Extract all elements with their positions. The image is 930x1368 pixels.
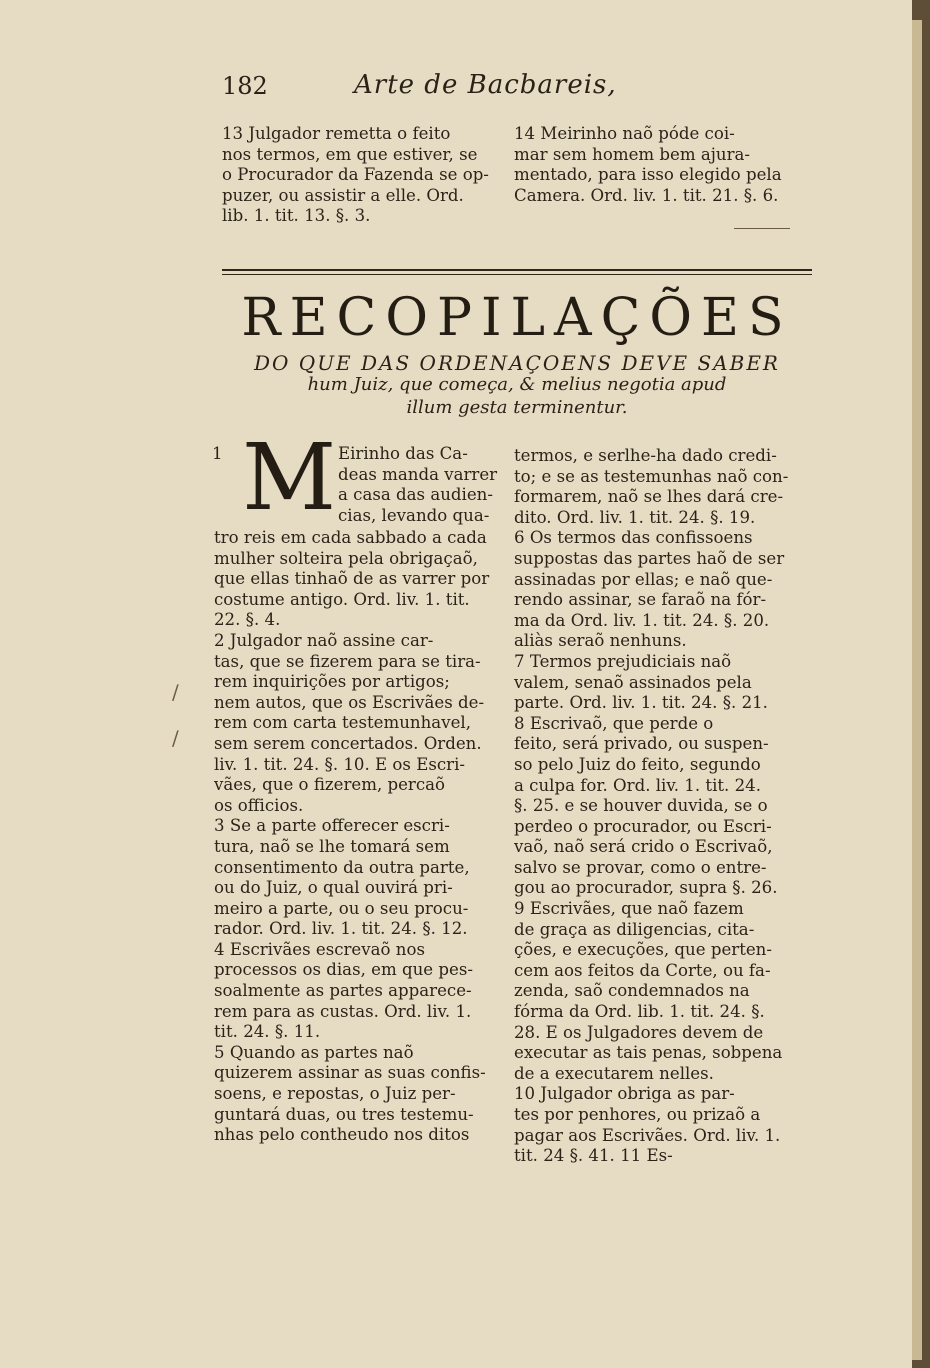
text-line: soalmente as partes apparece- <box>214 981 472 1001</box>
text-line: rem para as custas. Ord. liv. 1. <box>214 1001 472 1021</box>
text-line: mulher solteira pela obrigaçaõ, <box>214 548 478 568</box>
paragraph-number: 1 <box>212 444 223 463</box>
text-line: a casa das audien- <box>338 485 493 505</box>
text-line: 9 Escrivães, que naõ fazem <box>514 899 744 919</box>
text-line: tit. 24. §. 11. <box>214 1022 321 1042</box>
text-line: lib. 1. tit. 13. §. 3. <box>222 206 371 226</box>
page-edge <box>912 0 930 1368</box>
text-line: mar sem homem bem ajura- <box>514 144 751 164</box>
text-line: 14 Meirinho naõ póde coi- <box>514 124 735 143</box>
text-line: os officios. <box>214 795 304 815</box>
section-rule <box>222 269 812 271</box>
text-line: termos, e serlhe-ha dado credi- <box>514 446 777 465</box>
text-line: tas, que se fizerem para se tira- <box>214 651 481 671</box>
text-line: tes por penhores, ou prizaõ a <box>514 1105 761 1124</box>
text-line: 7 Termos prejudiciais naõ <box>514 651 732 671</box>
text-line: 6 Os termos das confissoens <box>514 528 753 548</box>
section-subtitle-line3: illum gesta terminentur. <box>406 397 628 418</box>
text-line: executar as tais penas, sobpena <box>514 1043 783 1063</box>
short-rule <box>734 228 790 229</box>
text-line: tro reis em cada sabbado a cada <box>214 528 487 547</box>
drop-cap: M <box>242 424 337 531</box>
text-line: rendo assinar, se faraõ na fór- <box>514 590 767 610</box>
text-line: consentimento da outra parte, <box>214 857 470 877</box>
text-line: mentado, para isso elegido pela <box>514 165 782 185</box>
text-line: fórma da Ord. lib. 1. tit. 24. §. <box>514 1002 765 1022</box>
text-line: pagar aos Escrivães. Ord. liv. 1. <box>514 1125 781 1145</box>
section-subtitle: DO QUE DAS ORDENAÇOENS DEVE SABER <box>254 351 780 375</box>
text-line: feito, será privado, ou suspen- <box>514 734 769 754</box>
text-line: 13 Julgador remetta o feito <box>222 124 451 143</box>
text-line: 28. E os Julgadores devem de <box>514 1022 764 1042</box>
text-line: processos os dias, em que pes- <box>214 960 473 980</box>
text-line: aliàs seraõ nenhuns. <box>514 631 687 651</box>
text-line: 22. §. 4. <box>214 610 281 630</box>
margin-mark: ∕ <box>172 726 179 750</box>
text-line: liv. 1. tit. 24. §. 10. E os Escri- <box>214 754 465 774</box>
text-line: guntará duas, ou tres testemu- <box>214 1104 474 1124</box>
running-title: Arte de Bacbareis, <box>354 70 617 100</box>
text-line: salvo se provar, como o entre- <box>514 857 767 877</box>
text-line: valem, senaõ assinados pela <box>514 672 752 692</box>
text-line: suppostas das partes haõ de ser <box>514 548 785 568</box>
text-line: o Procurador da Fazenda se op- <box>222 165 489 185</box>
text-line: dito. Ord. liv. 1. tit. 24. §. 19. <box>514 507 756 527</box>
text-line: rem com carta testemunhavel, <box>214 713 471 733</box>
text-line: ções, e execuções, que perten- <box>514 940 772 960</box>
text-line: puzer, ou assistir a elle. Ord. <box>222 185 464 205</box>
section-title: RECOPILAÇÕES <box>241 288 793 348</box>
text-line: deas manda varrer <box>338 464 498 484</box>
text-line: nem autos, que os Escrivães de- <box>214 692 485 712</box>
text-line: vaõ, naõ será crido o Escrivaõ, <box>514 837 773 857</box>
text-line: 3 Se a parte offerecer escri- <box>214 816 450 836</box>
text-line: vães, que o fizerem, percaõ <box>214 775 446 795</box>
text-line: §. 25. e se houver duvida, se o <box>514 796 768 816</box>
text-line: nhas pelo contheudo nos ditos <box>214 1125 470 1145</box>
text-line: parte. Ord. liv. 1. tit. 24. §. 21. <box>514 693 768 713</box>
text-line: so pelo Juiz do feito, segundo <box>514 754 761 774</box>
text-line: sem serem concertados. Orden. <box>214 733 482 753</box>
page-header <box>222 72 642 112</box>
page-number: 182 <box>222 72 268 100</box>
text-line: Camera. Ord. liv. 1. tit. 21. §. 6. <box>514 185 779 205</box>
text-line: quizerem assinar as suas confis- <box>214 1063 486 1083</box>
text-line: de a executarem nelles. <box>514 1063 714 1083</box>
text-line: rador. Ord. liv. 1. tit. 24. §. 12. <box>214 919 468 939</box>
text-line: 5 Quando as partes naõ <box>214 1042 414 1062</box>
text-line: 4 Escrivães escrevaõ nos <box>214 939 425 959</box>
top-left-column <box>222 124 504 227</box>
text-line: 10 Julgador obriga as par- <box>514 1084 735 1104</box>
text-line: assinadas por ellas; e naõ que- <box>514 569 773 589</box>
text-line: to; e se as testemunhas naõ con- <box>514 466 789 486</box>
text-line: que ellas tinhaõ de as varrer por <box>214 569 490 589</box>
text-line: 8 Escrivaõ, que perde o <box>514 713 714 733</box>
text-line: tit. 24 §. 41. 11 Es- <box>514 1146 673 1166</box>
text-line: soens, e repostas, o Juiz per- <box>214 1084 456 1104</box>
text-line: formarem, naõ se lhes dará cre- <box>514 487 784 507</box>
drop-cap-lines <box>338 444 506 526</box>
text-line: zenda, saõ condemnados na <box>514 981 750 1001</box>
text-line: 2 Julgador naõ assine car- <box>214 630 434 650</box>
text-line: ou do Juiz, o qual ouvirá pri- <box>214 878 453 898</box>
section-rule-thin <box>222 274 812 275</box>
text-line: gou ao procurador, supra §. 26. <box>514 878 778 898</box>
top-right-column <box>514 124 806 206</box>
text-line: tura, naõ se lhe tomará sem <box>214 836 450 856</box>
text-line: rem inquirições por artigos; <box>214 672 450 692</box>
text-line: a culpa for. Ord. liv. 1. tit. 24. <box>514 775 762 795</box>
left-body-column <box>214 528 504 1146</box>
text-line: cem aos feitos da Corte, ou fa- <box>514 960 771 980</box>
text-line: de graça as diligencias, cita- <box>514 919 755 939</box>
text-line: cias, levando qua- <box>338 505 490 525</box>
text-line: nos termos, em que estiver, se <box>222 144 478 164</box>
text-line: Eirinho das Ca- <box>338 444 468 463</box>
section-subtitle-line2: hum Juiz, que começa, & melius negotia apud <box>307 374 727 395</box>
text-line: perdeo o procurador, ou Escri- <box>514 816 772 836</box>
text-line: meiro a parte, ou o seu procu- <box>214 898 469 918</box>
right-body-column <box>514 446 806 1167</box>
text-line: ma da Ord. liv. 1. tit. 24. §. 20. <box>514 610 770 630</box>
text-line: costume antigo. Ord. liv. 1. tit. <box>214 589 470 609</box>
margin-mark: ∕ <box>172 680 179 704</box>
